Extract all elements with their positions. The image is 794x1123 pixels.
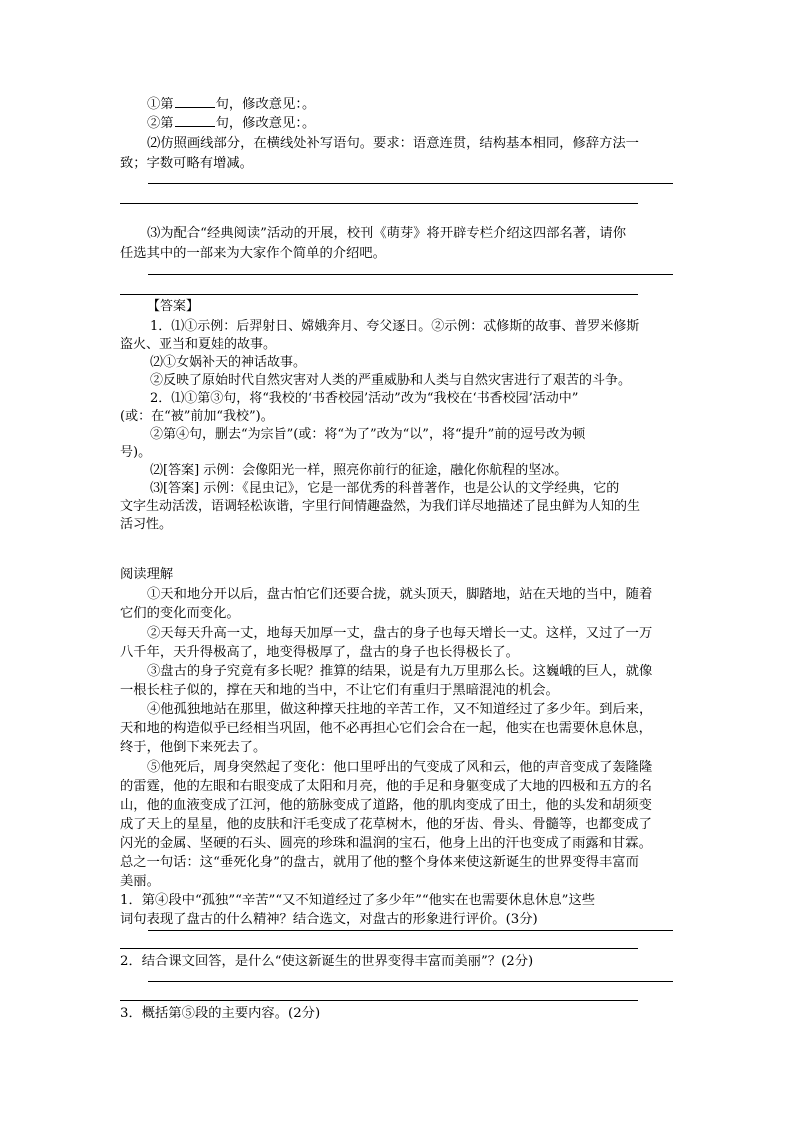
passage-line: ③盘古的身子究竟有多长呢？推算的结果，说是有九万里那么长。这巍峨的巨人，就像: [147, 664, 653, 679]
passage-line: 终于，他倒下来死去了。: [120, 740, 267, 755]
answer-line-text: 号)。: [120, 445, 152, 460]
answer-line[interactable]: [120, 294, 638, 295]
answer-line-text: ⑵①女娲补天的神话故事。: [150, 355, 307, 370]
answer-line-text: 2．⑴①第③句，将“我校的‘书香校园’活动”改为“我校在‘书香校园’活动中”: [150, 391, 579, 406]
imitation-prompt-line-1: ⑵仿照画线部分，在横线处补写语句。要求：语意连贯，结构基本相同，修辞方法一: [147, 136, 639, 151]
question-1-line-2: 词句表现了盘古的什么精神？结合选文，对盘古的形象进行评价。(3分): [120, 912, 538, 927]
question-3: 3．概括第⑤段的主要内容。(2分): [120, 1006, 321, 1021]
passage-line: 它们的变化而变化。: [120, 606, 240, 621]
answer-line[interactable]: [148, 981, 673, 982]
answer-line-text: ⑵[答案] 示例：会像阳光一样，照亮你前行的征途，融化你航程的坚冰。: [150, 463, 568, 478]
revision-item-1-prefix: ①第: [147, 97, 174, 112]
passage-line: 一根长柱子似的，撑在天和地的当中，不让它们有重归于黑暗混沌的机会。: [120, 683, 559, 698]
passage-line: 的雷霆，他的左眼和右眼变成了太阳和月亮，他的手足和身躯变成了大地的四极和五方的名: [120, 779, 652, 794]
answer-line-text: ②反映了原始时代自然灾害对人类的严重威胁和人类与自然灾害进行了艰苦的斗争。: [150, 373, 632, 388]
answer-line-text: 活习性。: [120, 517, 173, 532]
answer-line[interactable]: [148, 930, 673, 931]
answer-line[interactable]: [120, 948, 638, 949]
question-1-line-1: 1．第④段中“孤独”“辛苦”“又不知道经过了多少年”“他实在也需要休息休息”这些: [120, 893, 596, 908]
answer-line-text: 1．⑴①示例：后羿射日、嫦娥奔月、夸父逐日。②示例：忒修斯的故事、普罗米修斯: [150, 319, 640, 334]
revision-item-2: [147, 114, 703, 133]
passage-line: 八千年，天升得极高了，地变得极厚了，盘古的身子也长得极长了。: [120, 645, 519, 660]
passage-line: 闪光的金属、坚硬的石头、圆亮的珍珠和温润的宝石，他身上出的汗也变成了雨露和甘霖。: [120, 836, 652, 851]
revision-item-2-prefix: ②第: [147, 116, 174, 131]
question-2: 2．结合课文回答，是什么“使这新诞生的世界变得丰富而美丽”？(2分): [120, 954, 534, 969]
answer-line[interactable]: [148, 183, 673, 184]
revision-item-2-suffix: 句，修改意见：。: [215, 116, 316, 131]
passage-line: ⑤他死后，周身突然起了变化：他口里呼出的气变成了风和云，他的声音变成了轰隆隆: [147, 760, 653, 775]
answer-line-text: 盗火、亚当和夏娃的故事。: [120, 337, 277, 352]
reading-title: 阅读理解: [120, 567, 174, 582]
answer-blank[interactable]: [175, 114, 215, 127]
answer-line[interactable]: [120, 1000, 638, 1001]
passage-line: 美丽。: [120, 874, 160, 889]
passage-line: ②天每天升高一丈，地每天加厚一丈，盘古的身子也每天增长一丈。这样，又过了一万: [147, 626, 653, 641]
passage-line: ①天和地分开以后，盘古怕它们还要合拢，就头顶天，脚踏地，站在天地的当中，随着: [147, 587, 653, 602]
answer-heading: 【答案】: [147, 299, 200, 314]
revision-item-1-suffix: 句，修改意见：。: [215, 97, 316, 112]
answer-line-text: ②第④句，删去“为宗旨”(或：将“为了”改为“以”，将“提升”前的逗号改为顿: [150, 427, 586, 442]
answer-line-text: ⑶[答案] 示例：《昆虫记》，它是一部优秀的科普著作，也是公认的文学经典，它的: [150, 481, 620, 496]
intro-prompt-line-2: 任选其中的一部来为大家作个简单的介绍吧。: [120, 246, 386, 261]
answer-line[interactable]: [148, 274, 673, 275]
answer-blank[interactable]: [175, 95, 215, 108]
answer-line-text: 文字生动活泼，语调轻松诙谐，字里行间情趣盎然，为我们详尽地描述了昆虫鲜为人知的生: [120, 499, 641, 514]
passage-line: 天和地的构造似乎已经相当巩固，他不必再担心它们会合在一起，他实在也需要休息休息，: [120, 721, 652, 736]
answer-line[interactable]: [120, 203, 638, 204]
passage-line: 山，他的血液变成了江河，他的筋脉变成了道路，他的肌肉变成了田土，他的头发和胡须变: [120, 798, 652, 813]
intro-prompt-line-1: ⑶为配合“经典阅读”活动的开展，校刊《萌芽》将开辟专栏介绍这四部名著，请你: [147, 226, 626, 241]
answer-line-text: (或：在“被”前加“我校”)。: [120, 409, 274, 424]
passage-line: 成了天上的星星，他的皮肤和汗毛变成了花草树木，他的牙齿、骨头、骨髓等，也都变成了: [120, 817, 652, 832]
passage-line: 总之一句话：这“垂死化身”的盘古，就用了他的整个身体来使这新诞生的世界变得丰富而: [120, 855, 639, 870]
imitation-prompt-line-2: 致；字数可略有增减。: [120, 156, 253, 171]
passage-line: ④他孤独地站在那里，做这种撑天拄地的辛苦工作，又不知道经过了多少年。到后来，: [147, 702, 653, 717]
revision-item-1: [147, 95, 703, 114]
